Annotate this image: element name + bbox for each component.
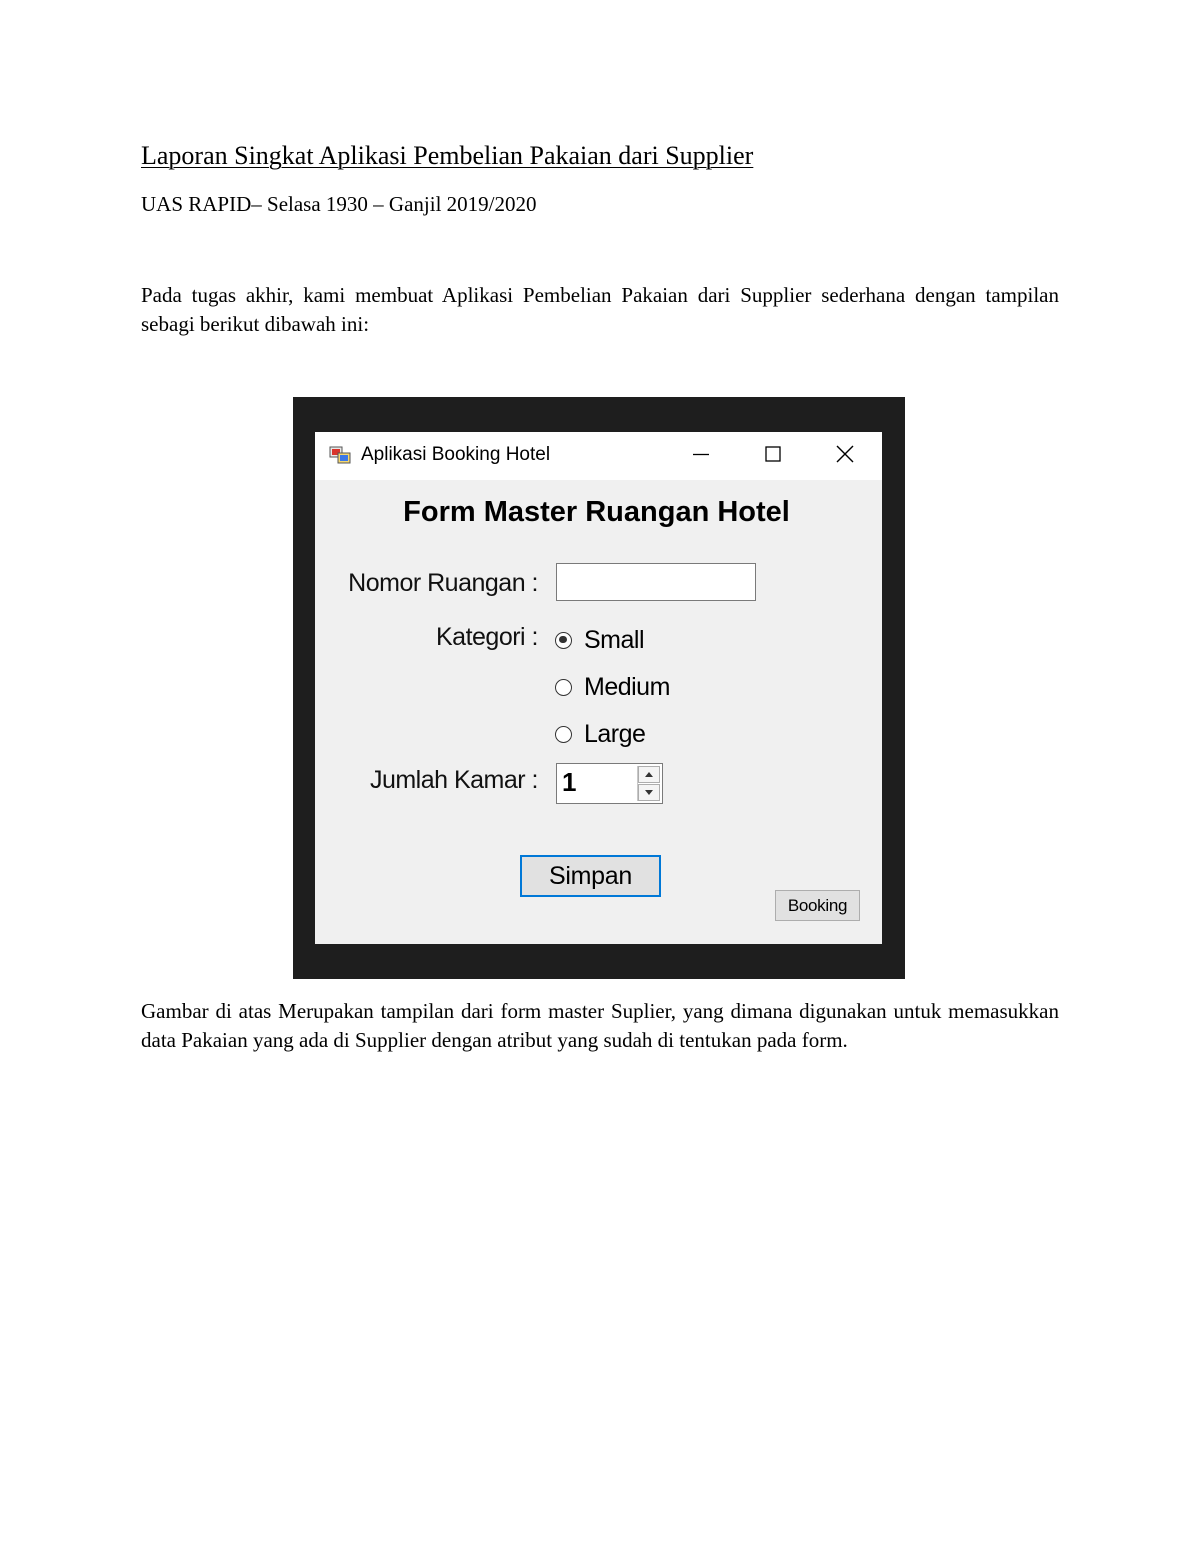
- document-subtitle: UAS RAPID– Selasa 1930 – Ganjil 2019/2020: [141, 192, 537, 216]
- minimize-icon: [691, 444, 711, 464]
- booking-button[interactable]: Booking: [775, 890, 860, 921]
- chevron-down-icon: [645, 790, 653, 795]
- radio-small[interactable]: [555, 624, 644, 656]
- jumlah-kamar-value[interactable]: 1: [562, 767, 577, 797]
- stepper-down-button[interactable]: [638, 784, 660, 801]
- chevron-up-icon: [645, 772, 653, 777]
- radio-button-selected[interactable]: [555, 632, 572, 649]
- window-titlebar: [315, 432, 882, 480]
- radio-medium[interactable]: [555, 671, 670, 703]
- radio-large[interactable]: [555, 718, 645, 750]
- stepper-up-button[interactable]: [638, 766, 660, 783]
- form-heading: Form Master Ruangan Hotel: [403, 496, 790, 528]
- maximize-icon: [763, 444, 783, 464]
- minimize-button[interactable]: [673, 432, 729, 476]
- close-button[interactable]: [817, 432, 873, 476]
- app-window: [315, 432, 882, 944]
- radio-small-label: Small: [584, 625, 645, 654]
- radio-selected-dot: [559, 636, 566, 643]
- radio-button[interactable]: [555, 726, 572, 743]
- window-title: Aplikasi Booking Hotel: [361, 444, 551, 465]
- app-icon: [329, 444, 351, 466]
- stepper-buttons: [637, 766, 660, 801]
- jumlah-kamar-label: Jumlah Kamar :: [369, 766, 538, 794]
- radio-medium-label: Medium: [584, 672, 670, 701]
- nomor-ruangan-label: Nomor Ruangan :: [348, 569, 538, 597]
- maximize-button[interactable]: [745, 432, 801, 476]
- radio-large-label: Large: [584, 719, 646, 748]
- kategori-label: Kategori :: [435, 623, 538, 651]
- radio-button[interactable]: [555, 679, 572, 696]
- close-icon: [835, 444, 855, 464]
- screenshot-frame: [293, 397, 905, 979]
- intro-paragraph: Pada tugas akhir, kami membuat Aplikasi Pembelian Pakaian dari Supplier sederhana dengan tampilan sebagi berikut dibawah ini:: [141, 283, 1059, 336]
- nomor-ruangan-input[interactable]: [556, 563, 756, 601]
- jumlah-kamar-stepper[interactable]: [556, 763, 663, 804]
- document-title: Laporan Singkat Aplikasi Pembelian Pakaian dari Supplier: [141, 141, 754, 170]
- caption-paragraph: Gambar di atas Merupakan tampilan dari form master Suplier, yang dimana digunakan untuk memasukkan data Pakaian yang ada di Supplier dengan atribut yang sudah di tentukan pada form.: [141, 999, 1059, 1052]
- simpan-button[interactable]: Simpan: [520, 855, 661, 897]
